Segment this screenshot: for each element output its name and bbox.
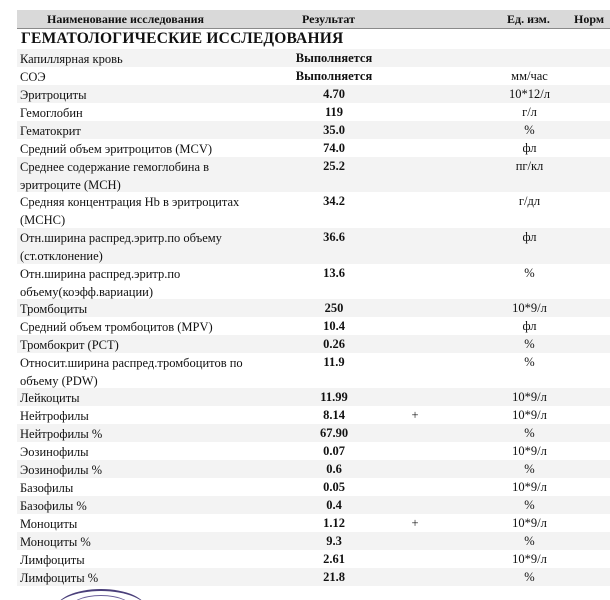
row-unit: %	[524, 462, 535, 476]
header-name: Наименование исследования	[47, 12, 205, 26]
table-row	[17, 353, 610, 388]
table-row	[17, 568, 610, 586]
row-unit: фл	[522, 230, 537, 244]
row-result: 13.6	[323, 266, 345, 280]
row-name: Базофилы %	[20, 499, 87, 513]
row-result: 0.6	[326, 462, 342, 476]
header-unit: Ед. изм.	[507, 12, 550, 26]
row-name: Базофилы	[20, 481, 74, 495]
table-row	[17, 496, 610, 514]
row-unit: г/дл	[518, 194, 541, 208]
table-row	[17, 460, 610, 478]
row-name: Лимфоциты	[20, 553, 85, 567]
table-row	[17, 67, 610, 85]
row-result: 0.4	[326, 498, 342, 512]
row-unit: 10*9/л	[512, 480, 547, 494]
row-unit: 10*9/л	[512, 390, 547, 404]
table-row	[17, 406, 610, 424]
table-header	[17, 10, 610, 29]
row-result: Выполняется	[295, 51, 373, 65]
row-unit: %	[524, 498, 535, 512]
row-result: 35.0	[323, 123, 345, 137]
table-row	[17, 299, 610, 317]
row-unit: г/л	[522, 105, 537, 119]
row-result: 4.70	[323, 87, 345, 101]
results-table	[17, 49, 610, 586]
row-result: 0.26	[323, 337, 345, 351]
row-result: 0.05	[323, 480, 345, 494]
row-result: Выполняется	[295, 69, 373, 83]
table-row	[17, 335, 610, 353]
row-unit: %	[524, 123, 535, 137]
row-name: Среднее содержание гемоглобина в эритроците (MCH)	[20, 160, 210, 192]
row-name: Относит.ширина распред.тромбоцитов по объему (PDW)	[20, 356, 243, 388]
row-name: Средний объем тромбоцитов (MPV)	[20, 320, 213, 334]
row-result: 250	[324, 301, 344, 315]
row-name: Отн.ширина распред.эритр.по объему(коэфф.вариации)	[20, 267, 181, 299]
table-row	[17, 49, 610, 67]
row-unit: 10*9/л	[512, 552, 547, 566]
row-result: 9.3	[326, 534, 342, 548]
row-unit: 10*9/л	[512, 444, 547, 458]
row-name: Нейтрофилы %	[20, 427, 103, 441]
row-name: Моноциты %	[20, 535, 91, 549]
table-row	[17, 532, 610, 550]
row-result: 21.8	[323, 570, 345, 584]
row-unit: мм/час	[511, 69, 548, 83]
row-unit: пг/кл	[515, 159, 544, 173]
row-result: 25.2	[323, 159, 345, 173]
row-unit: фл	[522, 319, 537, 333]
table-row	[17, 139, 610, 157]
table-row	[17, 317, 610, 335]
header-norm: Норм	[574, 12, 604, 26]
row-result: 74.0	[323, 141, 345, 155]
row-unit: фл	[522, 141, 537, 155]
section-title: ГЕМАТОЛОГИЧЕСКИЕ ИССЛЕДОВАНИЯ	[21, 30, 344, 47]
table-row	[17, 228, 610, 264]
row-result: 1.12	[323, 516, 345, 530]
table-row	[17, 478, 610, 496]
row-name: Эозинофилы %	[20, 463, 103, 477]
row-unit: %	[524, 355, 535, 369]
row-result: 119	[324, 105, 344, 119]
row-result: 2.61	[323, 552, 345, 566]
row-flag: +	[411, 408, 419, 422]
row-name: Тромбоциты	[20, 302, 88, 316]
row-result: 11.99	[320, 390, 348, 404]
table-row	[17, 424, 610, 442]
row-name: Средняя концентрация Hb в эритроцитах (MCHC)	[20, 195, 240, 227]
row-name: Лимфоциты %	[20, 571, 99, 585]
row-unit: 10*9/л	[512, 301, 547, 315]
row-name: Эритроциты	[20, 88, 87, 102]
table-row	[17, 192, 610, 228]
row-name: Отн.ширина распред.эритр.по объему (ст.отклонение)	[20, 231, 222, 263]
row-result: 0.07	[323, 444, 345, 458]
row-name: Моноциты	[20, 517, 78, 531]
table-row	[17, 442, 610, 460]
table-row	[17, 264, 610, 299]
row-result: 8.14	[323, 408, 345, 422]
row-result: 67.90	[319, 426, 349, 440]
table-row	[17, 85, 610, 103]
row-name: Лейкоциты	[20, 391, 80, 405]
row-name: Средний объем эритроцитов (MCV)	[20, 142, 213, 156]
row-flag: +	[411, 516, 419, 530]
header-result: Результат	[302, 12, 356, 26]
row-name: Гематокрит	[20, 124, 81, 138]
row-unit: %	[524, 534, 535, 548]
row-result: 11.9	[323, 355, 345, 369]
row-name: Гемоглобин	[20, 106, 83, 120]
row-name: СОЭ	[20, 70, 46, 84]
table-row	[17, 514, 610, 532]
table-row	[17, 121, 610, 139]
table-row	[17, 103, 610, 121]
row-name: Эозинофилы	[20, 445, 89, 459]
row-unit: %	[524, 337, 535, 351]
row-unit: %	[524, 426, 535, 440]
row-unit: 10*9/л	[512, 516, 547, 530]
row-unit: 10*12/л	[509, 87, 550, 101]
row-unit: %	[524, 570, 535, 584]
row-result: 36.6	[323, 230, 345, 244]
table-row	[17, 157, 610, 192]
table-row	[17, 388, 610, 406]
row-name: Тромбокрит (PCT)	[20, 338, 119, 352]
table-row	[17, 550, 610, 568]
row-name: Капиллярная кровь	[20, 52, 123, 66]
row-unit: 10*9/л	[512, 408, 547, 422]
row-result: 10.4	[323, 319, 345, 333]
row-result: 34.2	[323, 194, 345, 208]
row-name: Нейтрофилы	[20, 409, 89, 423]
row-unit: %	[524, 266, 535, 280]
